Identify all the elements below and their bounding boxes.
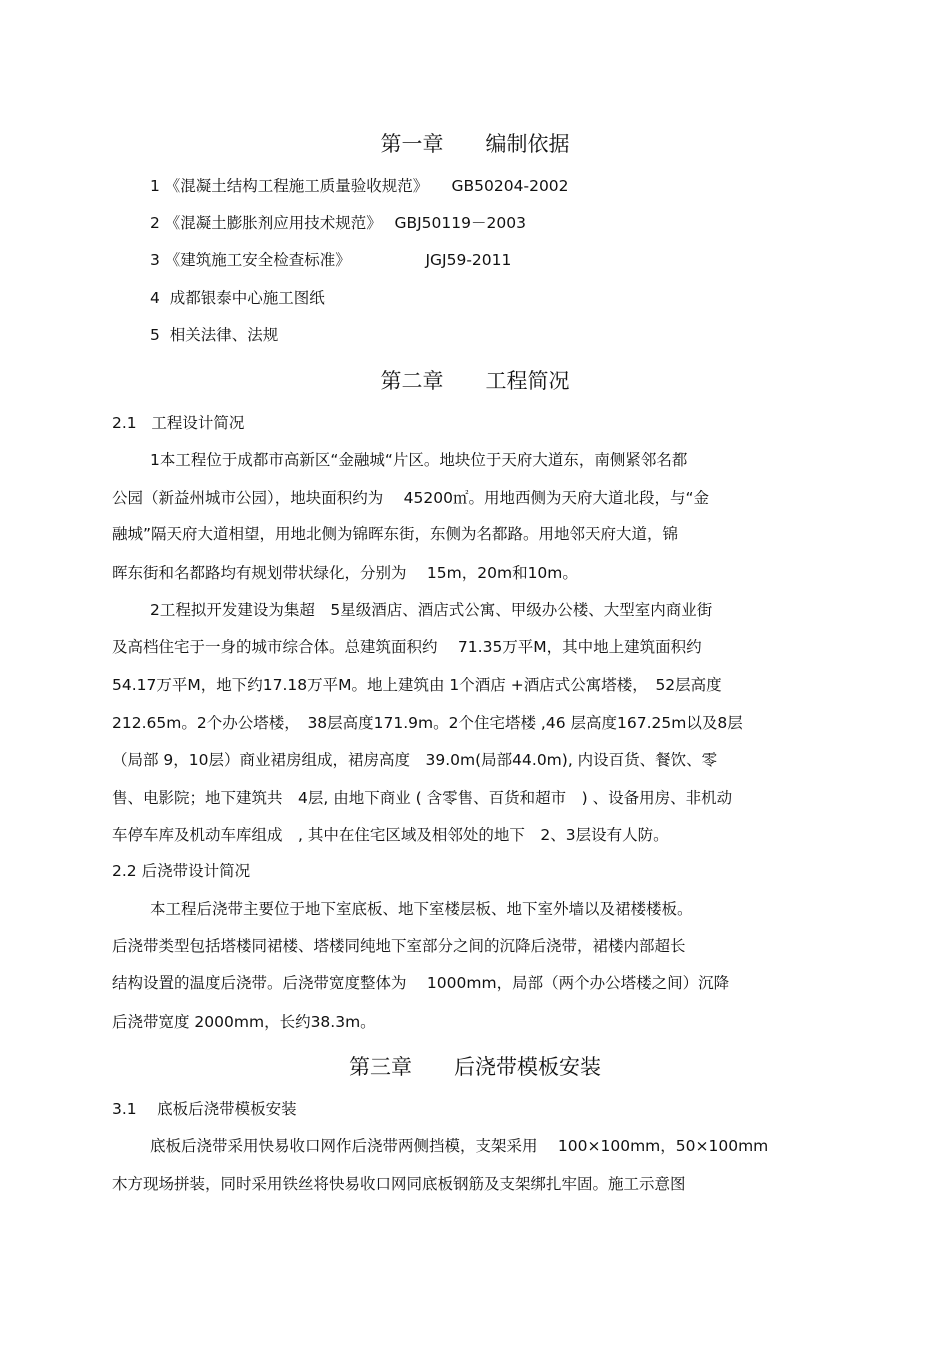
paragraph-line: 1本工程位于成都市高新区“金融城“片区。地块位于天府大道东，南侧紧邻名都: [150, 451, 688, 469]
paragraph-line: 后浇带宽度 2000mm，长约38.3m。: [112, 1013, 376, 1031]
paragraph-line: 底板后浇带采用快易收口网作后浇带两侧挡模，支架采用 100×100mm，50×100mm: [150, 1137, 769, 1155]
chapter-1-title: 第一章 编制依据: [380, 132, 570, 156]
reference-item-1: 1 《混凝土结构工程施工质量验收规范》 GB50204-2002: [150, 177, 569, 195]
paragraph-line: 2工程拟开发建设为集超 5星级酒店、酒店式公寓、甲级办公楼、大型室内商业街: [150, 601, 713, 619]
paragraph-line: 本工程后浇带主要位于地下室底板、地下室楼层板、地下室外墙以及裙楼楼板。: [150, 900, 693, 918]
reference-item-5: 5 相关法律、法规: [150, 326, 279, 344]
paragraph-line: 及高档住宅于一身的城市综合体。总建筑面积约 71.35万平M，其中地上建筑面积约: [112, 638, 702, 656]
paragraph-line: 木方现场拼装，同时采用铁丝将快易收口网同底板钢筋及支架绑扎牢固。施工示意图: [112, 1175, 686, 1193]
paragraph-line: （局部 9，10层）商业裙房组成，裙房高度 39.0m(局部44.0m), 内设百货、餐饮、零: [112, 751, 718, 769]
paragraph-line: 融城”隔天府大道相望，用地北侧为锦晖东街，东侧为名都路。用地邻天府大道，锦: [112, 525, 679, 543]
paragraph-line: 结构设置的温度后浇带。后浇带宽度整体为 1000mm，局部（两个办公塔楼之间）沉降: [112, 974, 730, 992]
section-3-1-heading: 3.1 底板后浇带模板安装: [112, 1100, 297, 1118]
reference-item-4: 4 成都银泰中心施工图纸: [150, 289, 325, 307]
paragraph-line: 公园（新益州城市公园），地块面积约为 45200㎡。用地西侧为天府大道北段，与“金: [112, 489, 710, 507]
section-2-2-heading: 2.2 后浇带设计简况: [112, 862, 251, 880]
paragraph-line: 212.65m。2个办公塔楼， 38层高度171.9m。2个住宅塔楼 ,46 层高度167.25m以及8层: [112, 714, 743, 732]
reference-item-2: 2 《混凝土膨胀剂应用技术规范》 GBJ50119－2003: [150, 214, 526, 232]
chapter-2-title: 第二章 工程简况: [380, 369, 570, 393]
paragraph-line: 车停车库及机动车库组成 , 其中在住宅区域及相邻处的地下 2、3层设有人防。: [112, 826, 669, 844]
paragraph-line: 后浇带类型包括塔楼同裙楼、塔楼同纯地下室部分之间的沉降后浇带，裙楼内部超长: [112, 937, 686, 955]
reference-item-3: 3 《建筑施工安全检查标准》 JGJ59-2011: [150, 251, 512, 269]
paragraph-line: 54.17万平M，地下约17.18万平M。地上建筑由 1个酒店 +酒店式公寓塔楼， 52层高度: [112, 676, 722, 694]
paragraph-line: 售、电影院；地下建筑共 4层, 由地下商业 ( 含零售、百货和超市 ) 、设备用房、非机动: [112, 789, 733, 807]
paragraph-line: 晖东街和名都路均有规划带状绿化，分别为 15m，20m和10m。: [112, 564, 578, 582]
chapter-3-title: 第三章 后浇带模板安装: [349, 1055, 601, 1079]
section-2-1-heading: 2.1 工程设计简况: [112, 414, 245, 432]
